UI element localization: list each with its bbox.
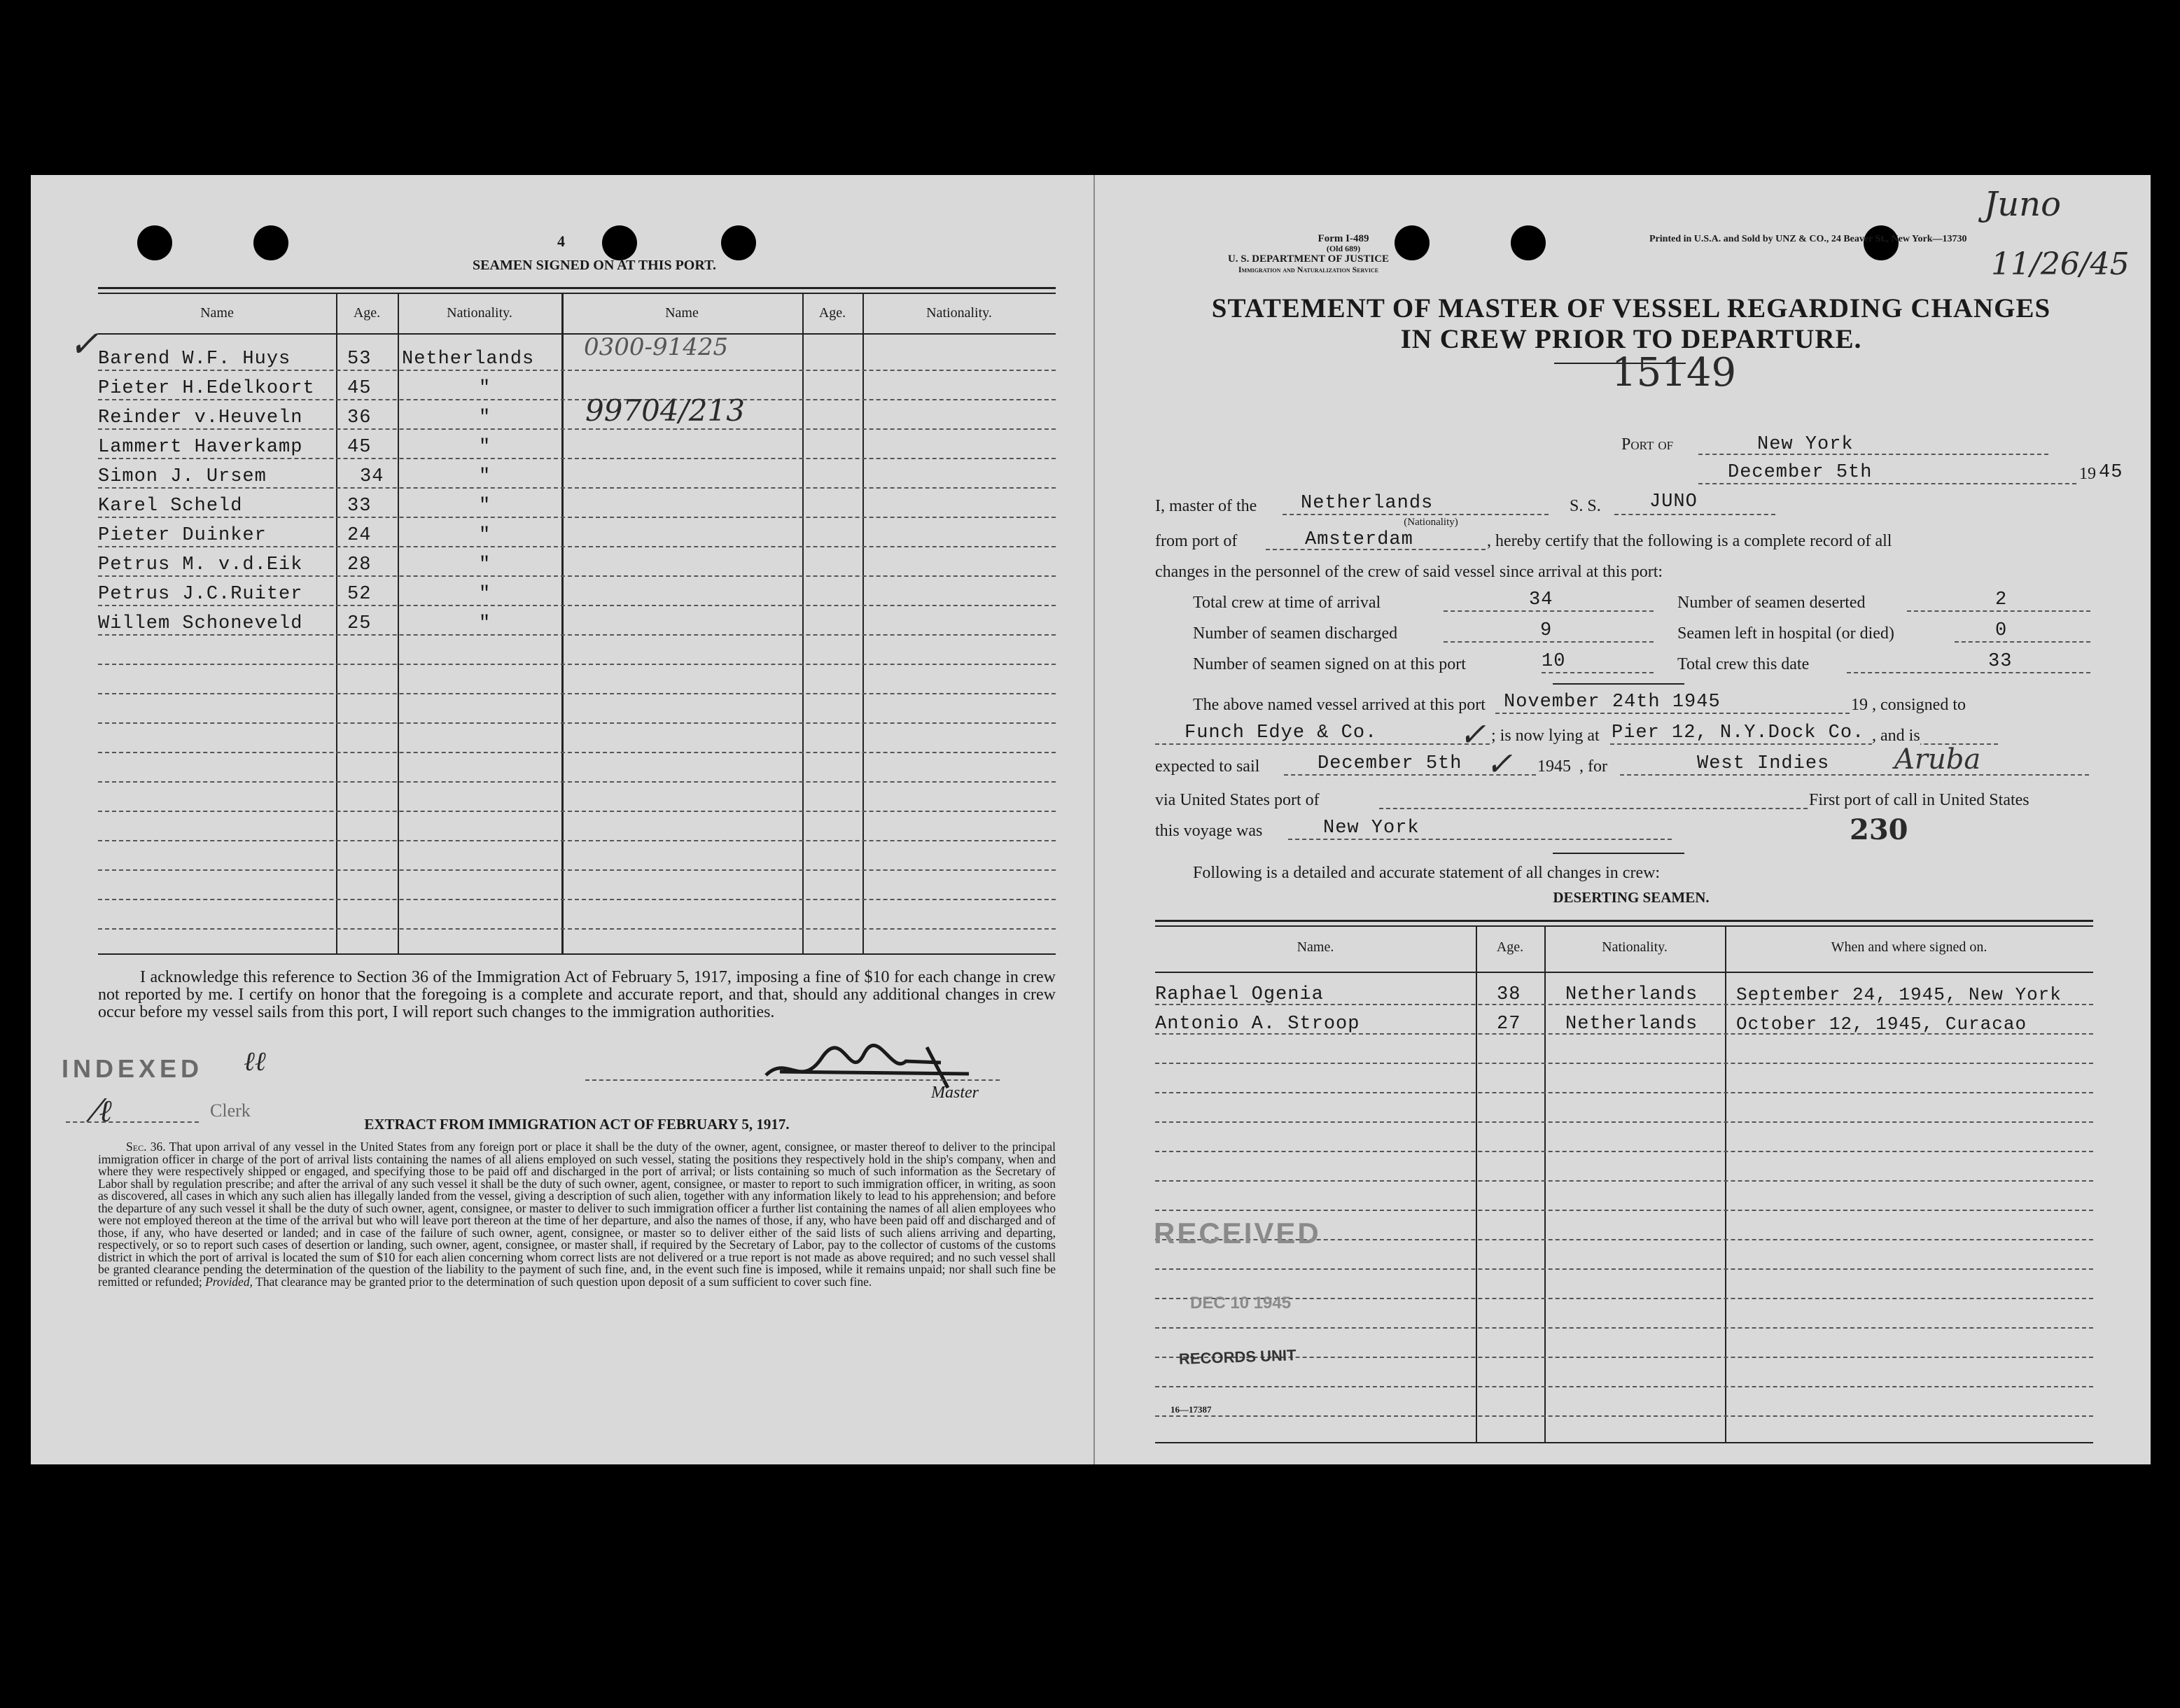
crew-age: 52 [347, 584, 372, 605]
master-signature-line [585, 1079, 1000, 1081]
consignee-line [1155, 743, 1490, 745]
crew-age: 45 [347, 437, 372, 458]
form-number: Form I-489 [1318, 233, 1369, 244]
table-top-rule [98, 293, 1056, 294]
crew-age: 25 [347, 613, 372, 634]
clerk-label: Clerk [210, 1100, 251, 1121]
page-number: 4 [557, 232, 565, 250]
received-stamp: RECEIVED [1154, 1217, 1321, 1250]
handwritten-initials: ℓℓ [244, 1046, 266, 1077]
crew-name: Lammert Haverkamp [98, 437, 303, 458]
handwritten-ship-name: Juno [1984, 185, 2061, 224]
deserted-label: Number of seamen deserted [1677, 594, 1866, 612]
column-header-age: Age. [818, 305, 846, 321]
form-old-number: (Old 689) [1326, 244, 1361, 253]
year-prefix: 19 [1851, 696, 1868, 714]
crew-age: 45 [347, 378, 372, 399]
ss-label: S. S. [1570, 497, 1601, 515]
column-header-name: Name [665, 305, 699, 321]
column-divider [561, 293, 564, 953]
column-header-nationality: Nationality. [447, 305, 512, 321]
crew-nationality: " [479, 496, 491, 517]
column-header-name: Name. [1297, 939, 1334, 955]
destination-value: West Indies [1697, 753, 1830, 774]
crew-nationality: " [479, 584, 491, 605]
discharged-label: Number of seamen discharged [1193, 624, 1398, 643]
discharged-value: 9 [1540, 620, 1553, 641]
service-name: Immigration and Naturalization Service [1238, 265, 1379, 274]
crew-name: Pieter Duinker [98, 525, 267, 546]
discharged-line [1444, 641, 1654, 643]
port-value: New York [1757, 434, 1854, 455]
year-value: 45 [2099, 462, 2123, 483]
received-stamp-date: DEC 10 1945 [1190, 1294, 1292, 1312]
crew-age: 24 [347, 525, 372, 546]
punch-hole [253, 225, 288, 260]
crew-name: Pieter H.Edelkoort [98, 378, 315, 399]
arrived-label: The above named vessel arrived at this port [1193, 696, 1486, 714]
acknowledgement-text: I acknowledge this reference to Section 36 of the Immigration Act of February 5, 1917, imposing a fine of $10 for each change in crew not reported by me. I certify on honor that the foregoing is a complete and accurate report, and that, should any additional changes in crew occur before my vessel sails from this port, I will report such changes to the immigration authorities. [98, 968, 1056, 1021]
crew-nationality: Netherlands [402, 349, 535, 370]
punch-hole [602, 225, 637, 260]
column-header-name: Name [200, 305, 234, 321]
handwritten-number: 230 [1850, 813, 1908, 846]
crew-name: Petrus J.C.Ruiter [98, 584, 303, 605]
crew-age: 36 [347, 407, 372, 428]
column-header-nationality: Nationality. [926, 305, 992, 321]
punch-hole [1511, 225, 1546, 260]
date-value: December 5th [1728, 462, 1873, 483]
master-of-label: I, master of the [1155, 497, 1257, 515]
port-label: Port of [1621, 435, 1674, 454]
handwritten-file-number: 99704/213 [585, 393, 745, 428]
column-header-age: Age. [353, 305, 381, 321]
column-divider [1725, 925, 1726, 1442]
footer-code: 16—17387 [1171, 1404, 1212, 1415]
deserter-signed-on: October 12, 1945, Curacao [1736, 1014, 2027, 1035]
nationality-caption: (Nationality) [1404, 517, 1458, 528]
right-page [1095, 175, 2151, 1464]
left-page [31, 175, 1095, 1464]
certify-text: , hereby certify that the following is a complete record of all [1487, 532, 1892, 550]
section-rule [1553, 853, 1684, 854]
crew-name: Karel Scheld [98, 496, 243, 517]
extract-tail: That clearance may be granted prior to the determination of such question upon deposit of a sum sufficient to cover such fine. [256, 1274, 872, 1289]
column-header-signed-on: When and where signed on. [1831, 939, 1987, 955]
master-label: Master [931, 1084, 979, 1102]
deserter-age: 27 [1497, 1014, 1521, 1035]
nationality-line [1283, 514, 1549, 515]
deserter-nationality: Netherlands [1565, 1014, 1698, 1035]
extract-title: EXTRACT FROM IMMIGRATION ACT OF FEBRUARY 5, 1917. [364, 1116, 790, 1133]
signed-value: 10 [1542, 651, 1566, 672]
total-arrival-value: 34 [1529, 589, 1553, 610]
deserter-age: 38 [1497, 984, 1521, 1005]
for-label: , for [1579, 757, 1607, 776]
handwritten-record-number: 15149 [1612, 350, 1737, 396]
arrived-value: November 24th 1945 [1504, 692, 1721, 713]
total-date-value: 33 [1988, 651, 2013, 672]
crew-name: Barend W.F. Huys [98, 349, 291, 370]
signed-line [1542, 672, 1654, 673]
handwritten-file-number: 0300-91425 [584, 333, 729, 361]
total-arrival-label: Total crew at time of arrival [1193, 594, 1381, 612]
following-text: Following is a detailed and accurate statement of all changes in crew: [1193, 864, 1661, 882]
column-header-nationality: Nationality. [1602, 939, 1668, 955]
handwritten-clerk-initials: ⁄ℓ [94, 1093, 112, 1129]
provided-label: Provided, [205, 1274, 253, 1289]
hospital-line [1955, 641, 2090, 643]
crew-nationality: " [479, 554, 491, 575]
column-divider [398, 293, 399, 953]
crew-name: Willem Schoneveld [98, 613, 303, 634]
deserting-title: DESERTING SEAMEN. [1553, 889, 1710, 906]
crew-nationality: " [479, 437, 491, 458]
column-divider [1476, 925, 1477, 1442]
expected-label: expected to sail [1155, 757, 1260, 776]
expected-value: December 5th [1318, 753, 1462, 774]
year-1945: 1945 [1537, 757, 1571, 776]
deserter-name: Antonio A. Stroop [1155, 1014, 1360, 1035]
crew-age: 33 [347, 496, 372, 517]
section-rule [1553, 683, 1684, 685]
hospital-label: Seamen left in hospital (or died) [1677, 624, 1894, 643]
and-is-label: , and is [1872, 727, 1920, 745]
crew-name: Simon J. Ursem [98, 466, 267, 487]
total-date-label: Total crew this date [1677, 655, 1810, 673]
crew-nationality: " [479, 378, 491, 399]
deserter-nationality: Netherlands [1565, 984, 1698, 1005]
total-arrival-line [1444, 610, 1654, 612]
year-prefix: 19 [2079, 465, 2096, 483]
crew-nationality: " [479, 466, 491, 487]
voyage-label: this voyage was [1155, 822, 1263, 840]
signed-label: Number of seamen signed on at this port [1193, 655, 1466, 673]
records-unit-stamp: RECORDS UNIT [1178, 1346, 1297, 1368]
hospital-value: 0 [1995, 620, 2008, 641]
deserter-name: Raphael Ogenia [1155, 984, 1324, 1005]
printer-note: Printed in U.S.A. and Sold by UNZ & CO., 24 Beaver St., New York—13730 [1649, 234, 1967, 244]
table-header-rule [1155, 972, 2093, 973]
changes-text: changes in the personnel of the crew of said vessel since arrival at this port: [1155, 563, 1663, 581]
table-top-rule [1155, 920, 2093, 922]
arrived-line [1495, 713, 1850, 714]
table-bottom-rule [1155, 1442, 2093, 1443]
checkmark-icon: ✓ [1459, 715, 1486, 753]
extract-body [98, 1141, 1056, 1288]
table-header-rule [98, 333, 1056, 335]
crew-age: 28 [347, 554, 372, 575]
from-port-value: Amsterdam [1305, 529, 1413, 550]
left-title: SEAMEN SIGNED ON AT THIS PORT. [473, 258, 716, 273]
total-date-line [1847, 672, 2090, 673]
checkmark-icon: ✓ [1486, 745, 1513, 783]
punch-hole [137, 225, 172, 260]
deserted-line [1907, 610, 2090, 612]
crew-name: Reinder v.Heuveln [98, 407, 303, 428]
deserted-value: 2 [1995, 589, 2008, 610]
ship-line [1614, 514, 1775, 515]
form-title: STATEMENT OF MASTER OF VESSEL REGARDING CHANGES [1211, 293, 2051, 323]
punch-hole [721, 225, 756, 260]
lying-value: Pier 12, N.Y.Dock Co. [1612, 722, 1865, 743]
port-line [1698, 454, 2048, 455]
indexed-stamp: INDEXED [62, 1054, 204, 1083]
column-divider [1544, 925, 1546, 1442]
crew-age: 53 [347, 349, 372, 370]
destination-line [1620, 774, 2089, 776]
form-number-block [1200, 234, 1410, 253]
crew-nationality: " [479, 613, 491, 634]
table-top-rule [98, 287, 1056, 289]
section-label: Sec. 36. [126, 1140, 166, 1154]
date-line [1698, 483, 2076, 484]
deserter-signed-on: September 24, 1945, New York [1736, 984, 2062, 1005]
column-header-age: Age. [1496, 939, 1524, 955]
from-port-label: from port of [1155, 532, 1238, 550]
ship-name: JUNO [1649, 491, 1698, 512]
consigned-label: , consigned to [1872, 696, 1966, 714]
column-divider [862, 293, 864, 953]
handwritten-destination: Aruba [1894, 743, 1981, 776]
table-top-rule [1155, 925, 2093, 927]
crew-age: 34 [360, 466, 384, 487]
column-divider [336, 293, 337, 953]
first-port-label: First port of call in United States [1809, 791, 2029, 809]
extract-text: That upon arrival of any vessel in the United States from any foreign port or place it shall be the duty of the owner, agent, consignee, or master thereof to deliver to the principal immigration officer in charge of the port of arrival lists containing the names of all aliens employed on such vessel, stating the positions they respectively hold in the ship's company, when and where they were respectively shipped or engaged, and specifying those to be paid off and discharged in the port of arrival; or lists containing so much of such information as the Secretary of Labor shall by regulation prescribe; and after the arrival of any such vessel it shall be the duty of such owner, agent, consignee, or master to report to such immigration officer, in writing, as soon as discovered, all cases in which any such alien has illegally landed from the vessel, giving a description of such alien, together with any information likely to lead to his apprehension; and before the departure of any such vessel it shall be the duty of such owner, agent, consignee, or master to deliver to such immigration officer a further list containing the names of all alien employees who were not employed thereon at the time of the arrival but who will leave port thereon at the time of her departure, and also the names of those, if any, who have been paid off and discharged and of those, if any, who have deserted or landed; and in case of the failure of such owner, agent, consignee, or master so to deliver either of the said lists of such aliens arriving and departing, respectively, or so to report such cases of desertion or landing, such owner, agent, consignee, or master shall, if required by the Secretary of Labor, pay to the collector of customs of the customs district in which the port of arrival is located the sum of $10 for each alien concerning whom correct lists are not delivered or a true report is not made as above required; and no such vessel shall be granted clearance pending the determination of the question of the liability to the payment of such fine, and, in the event such fine is imposed, while it remains unpaid; nor shall such fine be remitted or refunded; [98, 1140, 1056, 1289]
crew-nationality: " [479, 407, 491, 428]
checkmark-icon: ✓ [69, 323, 99, 365]
via-label: via United States port of [1155, 791, 1320, 809]
crew-nationality: " [479, 525, 491, 546]
handwritten-date: 11/26/45 [1991, 246, 2130, 282]
department-name: U. S. DEPARTMENT OF JUSTICE [1227, 253, 1390, 265]
form-title: IN CREW PRIOR TO DEPARTURE. [1400, 324, 1862, 354]
consignee-value: Funch Edye & Co. [1185, 722, 1378, 743]
voyage-line [1288, 839, 1672, 840]
column-divider [802, 293, 804, 953]
voyage-port: New York [1323, 818, 1420, 839]
via-line [1379, 808, 1808, 809]
table-bottom-rule [98, 953, 1056, 955]
crew-name: Petrus M. v.d.Eik [98, 554, 303, 575]
nationality-value: Netherlands [1301, 493, 1434, 514]
lying-label: ; is now lying at [1491, 727, 1600, 745]
